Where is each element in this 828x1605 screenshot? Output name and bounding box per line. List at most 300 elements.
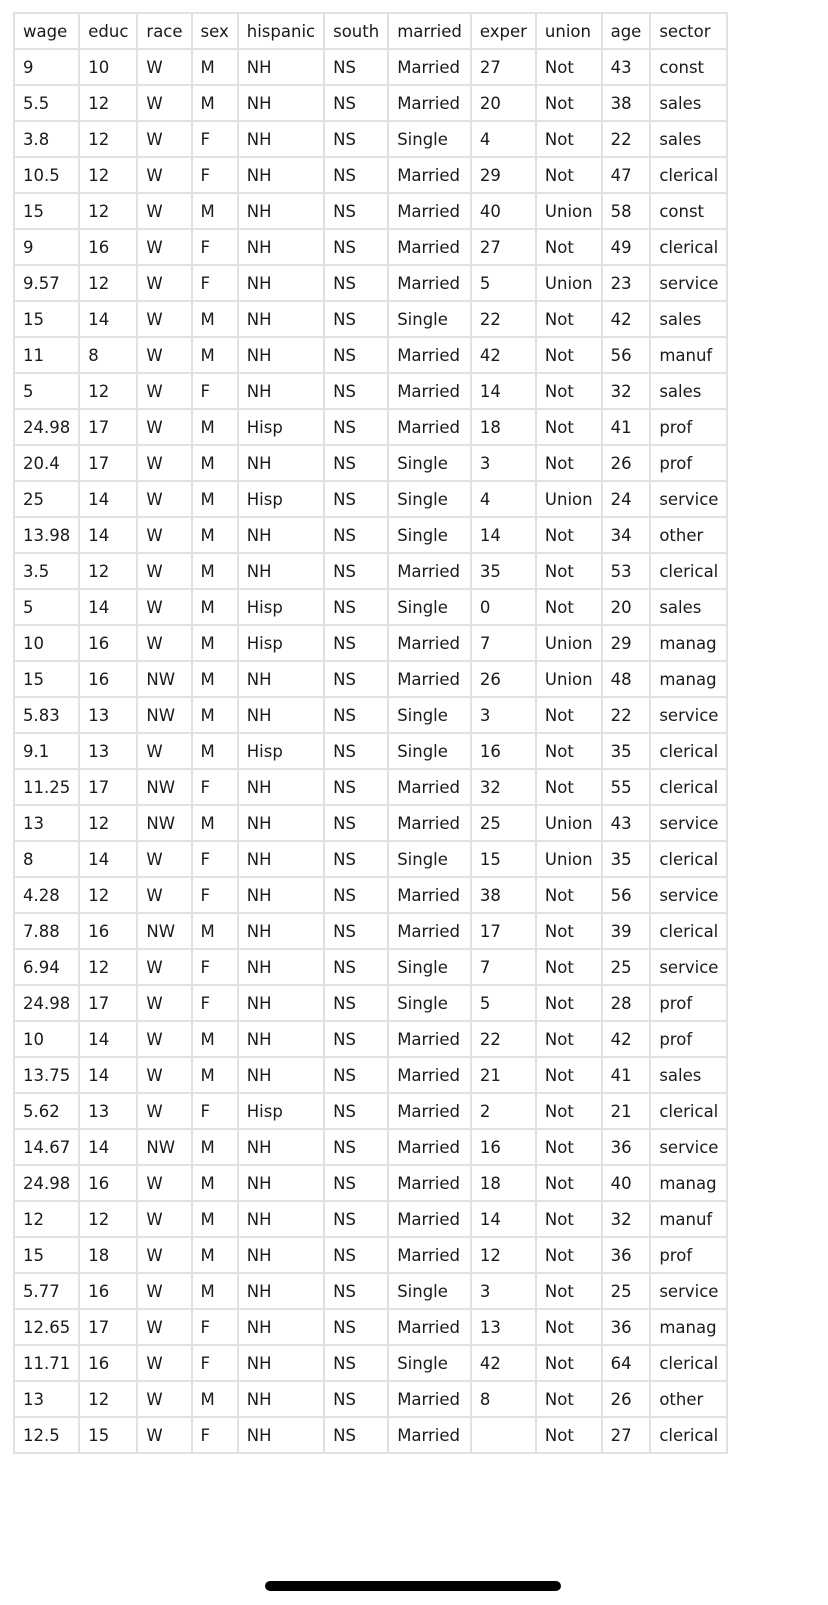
table-row [14, 697, 727, 733]
cell-wage: 13 [14, 805, 79, 841]
table-row [14, 121, 727, 157]
cell-union: Not [536, 373, 602, 409]
cell-age: 56 [602, 877, 651, 913]
cell-educ: 13 [79, 697, 137, 733]
cell-wage: 4.28 [14, 877, 79, 913]
cell-union: Not [536, 1093, 602, 1129]
cell-race: W [137, 121, 191, 157]
cell-sex: M [192, 1057, 238, 1093]
cell-exper: 18 [471, 1165, 536, 1201]
cell-sector: sales [650, 85, 727, 121]
cell-wage: 5.62 [14, 1093, 79, 1129]
cell-educ: 13 [79, 1093, 137, 1129]
cell-sex: F [192, 121, 238, 157]
column-header-age: age [602, 13, 651, 49]
cell-sector: clerical [650, 229, 727, 265]
cell-sex: M [192, 337, 238, 373]
cell-race: W [137, 1417, 191, 1453]
cell-wage: 10 [14, 625, 79, 661]
cell-sex: M [192, 301, 238, 337]
cell-sex: M [192, 625, 238, 661]
cell-hispanic: NH [238, 85, 324, 121]
table-row [14, 1201, 727, 1237]
cell-age: 47 [602, 157, 651, 193]
cell-married: Married [388, 229, 471, 265]
cell-union: Not [536, 1201, 602, 1237]
cell-wage: 5.77 [14, 1273, 79, 1309]
column-header-married: married [388, 13, 471, 49]
cell-sex: M [192, 697, 238, 733]
cell-union: Not [536, 733, 602, 769]
cell-married: Married [388, 1417, 471, 1453]
cell-hispanic: NH [238, 949, 324, 985]
data-table-container[interactable] [13, 12, 728, 1454]
cell-age: 55 [602, 769, 651, 805]
cell-exper: 8 [471, 1381, 536, 1417]
cell-wage: 10 [14, 1021, 79, 1057]
home-indicator[interactable] [265, 1581, 561, 1591]
cell-married: Single [388, 121, 471, 157]
cell-south: NS [324, 913, 388, 949]
cell-married: Married [388, 373, 471, 409]
cell-sector: service [650, 1129, 727, 1165]
cell-south: NS [324, 1237, 388, 1273]
cell-wage: 9.57 [14, 265, 79, 301]
cell-sex: M [192, 1201, 238, 1237]
cell-race: NW [137, 697, 191, 733]
cell-south: NS [324, 49, 388, 85]
cell-union: Union [536, 193, 602, 229]
cell-married: Single [388, 985, 471, 1021]
cell-exper: 18 [471, 409, 536, 445]
cell-educ: 17 [79, 985, 137, 1021]
cell-educ: 13 [79, 733, 137, 769]
cell-age: 58 [602, 193, 651, 229]
cell-married: Married [388, 805, 471, 841]
table-row [14, 877, 727, 913]
cell-age: 40 [602, 1165, 651, 1201]
cell-union: Not [536, 985, 602, 1021]
cell-married: Married [388, 193, 471, 229]
cell-race: W [137, 733, 191, 769]
cell-wage: 10.5 [14, 157, 79, 193]
cell-exper: 7 [471, 625, 536, 661]
cell-wage: 11.25 [14, 769, 79, 805]
cell-married: Married [388, 625, 471, 661]
cell-race: W [137, 553, 191, 589]
cell-sex: M [192, 193, 238, 229]
cell-race: W [137, 841, 191, 877]
cell-hispanic: NH [238, 157, 324, 193]
table-row [14, 1381, 727, 1417]
column-header-educ: educ [79, 13, 137, 49]
cell-race: W [137, 1273, 191, 1309]
cell-married: Married [388, 1237, 471, 1273]
cell-educ: 15 [79, 1417, 137, 1453]
cell-age: 25 [602, 1273, 651, 1309]
cell-exper: 32 [471, 769, 536, 805]
cell-south: NS [324, 265, 388, 301]
cell-age: 42 [602, 1021, 651, 1057]
cell-sector: prof [650, 985, 727, 1021]
cell-south: NS [324, 1093, 388, 1129]
cell-exper: 25 [471, 805, 536, 841]
cell-educ: 16 [79, 229, 137, 265]
cell-married: Single [388, 733, 471, 769]
cell-age: 35 [602, 733, 651, 769]
cell-hispanic: NH [238, 373, 324, 409]
cell-union: Not [536, 1129, 602, 1165]
cell-hispanic: NH [238, 1165, 324, 1201]
cell-sector: service [650, 1273, 727, 1309]
cell-race: W [137, 1309, 191, 1345]
cell-educ: 17 [79, 1309, 137, 1345]
table-row [14, 49, 727, 85]
cell-educ: 12 [79, 949, 137, 985]
cell-age: 21 [602, 1093, 651, 1129]
cell-wage: 14.67 [14, 1129, 79, 1165]
cell-wage: 20.4 [14, 445, 79, 481]
table-row [14, 481, 727, 517]
table-row [14, 1237, 727, 1273]
cell-married: Single [388, 949, 471, 985]
cell-educ: 12 [79, 1201, 137, 1237]
table-row [14, 661, 727, 697]
cell-exper: 3 [471, 697, 536, 733]
cell-union: Not [536, 949, 602, 985]
cell-south: NS [324, 1129, 388, 1165]
cell-wage: 9.1 [14, 733, 79, 769]
cell-race: W [137, 589, 191, 625]
cell-race: W [137, 409, 191, 445]
table-row [14, 445, 727, 481]
cell-hispanic: Hisp [238, 733, 324, 769]
cell-wage: 15 [14, 301, 79, 337]
cell-exper: 4 [471, 121, 536, 157]
table-row [14, 1093, 727, 1129]
cell-wage: 5.83 [14, 697, 79, 733]
cell-hispanic: NH [238, 985, 324, 1021]
cell-wage: 11 [14, 337, 79, 373]
cell-union: Not [536, 1309, 602, 1345]
cell-sector: clerical [650, 1417, 727, 1453]
cell-south: NS [324, 1381, 388, 1417]
cell-sector: manag [650, 625, 727, 661]
cell-age: 28 [602, 985, 651, 1021]
cell-age: 64 [602, 1345, 651, 1381]
cell-educ: 12 [79, 553, 137, 589]
cell-union: Not [536, 85, 602, 121]
cell-sex: M [192, 733, 238, 769]
cell-age: 32 [602, 373, 651, 409]
cell-exper: 3 [471, 445, 536, 481]
cell-educ: 12 [79, 373, 137, 409]
cell-sector: prof [650, 409, 727, 445]
cell-age: 27 [602, 1417, 651, 1453]
cell-union: Not [536, 1381, 602, 1417]
table-row [14, 1165, 727, 1201]
cell-wage: 24.98 [14, 985, 79, 1021]
cell-educ: 12 [79, 157, 137, 193]
cell-educ: 16 [79, 1345, 137, 1381]
table-row [14, 625, 727, 661]
cell-exper: 0 [471, 589, 536, 625]
cell-sector: manuf [650, 1201, 727, 1237]
cell-educ: 16 [79, 625, 137, 661]
table-row [14, 913, 727, 949]
cell-union: Not [536, 877, 602, 913]
cell-race: NW [137, 769, 191, 805]
column-header-race: race [137, 13, 191, 49]
cell-hispanic: NH [238, 697, 324, 733]
cell-south: NS [324, 697, 388, 733]
cell-sector: manag [650, 1165, 727, 1201]
cell-educ: 8 [79, 337, 137, 373]
cell-south: NS [324, 1273, 388, 1309]
cell-age: 26 [602, 445, 651, 481]
cell-sex: F [192, 949, 238, 985]
cell-south: NS [324, 625, 388, 661]
cell-exper: 16 [471, 1129, 536, 1165]
cell-union: Not [536, 301, 602, 337]
cell-union: Not [536, 589, 602, 625]
cell-sector: service [650, 697, 727, 733]
cell-hispanic: NH [238, 913, 324, 949]
cell-wage: 7.88 [14, 913, 79, 949]
cell-hispanic: Hisp [238, 481, 324, 517]
table-row [14, 841, 727, 877]
cell-sector: clerical [650, 769, 727, 805]
cell-exper: 14 [471, 1201, 536, 1237]
cell-hispanic: NH [238, 229, 324, 265]
cell-union: Not [536, 1237, 602, 1273]
cell-wage: 25 [14, 481, 79, 517]
cell-sector: const [650, 193, 727, 229]
table-row [14, 589, 727, 625]
table-body [14, 49, 727, 1453]
cell-union: Not [536, 337, 602, 373]
cell-sex: F [192, 157, 238, 193]
cell-wage: 15 [14, 193, 79, 229]
cell-exper: 2 [471, 1093, 536, 1129]
cell-south: NS [324, 1309, 388, 1345]
cell-sector: prof [650, 445, 727, 481]
cell-educ: 14 [79, 1057, 137, 1093]
cell-sex: M [192, 661, 238, 697]
cell-age: 20 [602, 589, 651, 625]
cell-sex: M [192, 553, 238, 589]
cell-south: NS [324, 1165, 388, 1201]
cell-educ: 12 [79, 265, 137, 301]
cell-age: 56 [602, 337, 651, 373]
cell-hispanic: NH [238, 121, 324, 157]
cell-hispanic: Hisp [238, 625, 324, 661]
cell-race: W [137, 1381, 191, 1417]
cell-race: W [137, 1057, 191, 1093]
cell-age: 32 [602, 1201, 651, 1237]
cell-hispanic: NH [238, 877, 324, 913]
cell-educ: 18 [79, 1237, 137, 1273]
cell-hispanic: NH [238, 841, 324, 877]
data-table [13, 12, 728, 1454]
cell-hispanic: Hisp [238, 589, 324, 625]
cell-educ: 14 [79, 1129, 137, 1165]
cell-hispanic: NH [238, 805, 324, 841]
cell-age: 41 [602, 1057, 651, 1093]
cell-sector: const [650, 49, 727, 85]
cell-married: Single [388, 589, 471, 625]
cell-wage: 3.5 [14, 553, 79, 589]
cell-married: Married [388, 1021, 471, 1057]
table-row [14, 1273, 727, 1309]
cell-sex: F [192, 1093, 238, 1129]
cell-married: Married [388, 85, 471, 121]
cell-sex: F [192, 1417, 238, 1453]
cell-race: W [137, 481, 191, 517]
cell-south: NS [324, 517, 388, 553]
cell-hispanic: NH [238, 1381, 324, 1417]
cell-exper: 16 [471, 733, 536, 769]
cell-race: NW [137, 805, 191, 841]
cell-sex: M [192, 481, 238, 517]
column-header-hispanic: hispanic [238, 13, 324, 49]
cell-educ: 17 [79, 769, 137, 805]
cell-married: Married [388, 409, 471, 445]
cell-race: W [137, 985, 191, 1021]
table-row [14, 373, 727, 409]
cell-sector: manag [650, 1309, 727, 1345]
table-row [14, 301, 727, 337]
cell-hispanic: NH [238, 445, 324, 481]
cell-educ: 17 [79, 409, 137, 445]
cell-married: Married [388, 661, 471, 697]
cell-union: Union [536, 661, 602, 697]
cell-hispanic: NH [238, 1273, 324, 1309]
cell-south: NS [324, 373, 388, 409]
cell-wage: 13.75 [14, 1057, 79, 1093]
cell-union: Not [536, 445, 602, 481]
cell-south: NS [324, 1201, 388, 1237]
cell-sex: F [192, 769, 238, 805]
cell-married: Married [388, 157, 471, 193]
cell-race: W [137, 193, 191, 229]
cell-age: 23 [602, 265, 651, 301]
cell-educ: 14 [79, 301, 137, 337]
table-row [14, 1021, 727, 1057]
cell-educ: 16 [79, 661, 137, 697]
cell-educ: 14 [79, 589, 137, 625]
cell-educ: 16 [79, 913, 137, 949]
cell-south: NS [324, 229, 388, 265]
cell-race: W [137, 85, 191, 121]
table-row [14, 193, 727, 229]
cell-age: 41 [602, 409, 651, 445]
cell-wage: 5 [14, 589, 79, 625]
cell-exper: 13 [471, 1309, 536, 1345]
cell-wage: 6.94 [14, 949, 79, 985]
table-row [14, 1057, 727, 1093]
cell-educ: 17 [79, 445, 137, 481]
cell-hispanic: NH [238, 1201, 324, 1237]
cell-south: NS [324, 193, 388, 229]
cell-union: Union [536, 805, 602, 841]
cell-race: W [137, 877, 191, 913]
cell-exper [471, 1417, 536, 1453]
cell-race: W [137, 1021, 191, 1057]
cell-south: NS [324, 877, 388, 913]
cell-sector: clerical [650, 913, 727, 949]
table-row [14, 733, 727, 769]
cell-south: NS [324, 481, 388, 517]
cell-union: Union [536, 481, 602, 517]
cell-married: Single [388, 445, 471, 481]
cell-hispanic: NH [238, 769, 324, 805]
cell-sex: M [192, 445, 238, 481]
cell-hispanic: NH [238, 265, 324, 301]
table-row [14, 985, 727, 1021]
cell-age: 36 [602, 1237, 651, 1273]
cell-hispanic: NH [238, 1417, 324, 1453]
cell-sex: M [192, 85, 238, 121]
cell-south: NS [324, 157, 388, 193]
cell-educ: 14 [79, 517, 137, 553]
cell-union: Not [536, 517, 602, 553]
cell-sex: M [192, 1165, 238, 1201]
cell-wage: 9 [14, 229, 79, 265]
cell-south: NS [324, 805, 388, 841]
cell-sector: service [650, 481, 727, 517]
cell-wage: 3.8 [14, 121, 79, 157]
cell-race: W [137, 445, 191, 481]
cell-south: NS [324, 661, 388, 697]
cell-married: Single [388, 481, 471, 517]
cell-married: Single [388, 301, 471, 337]
cell-race: NW [137, 913, 191, 949]
cell-race: W [137, 373, 191, 409]
cell-sector: service [650, 877, 727, 913]
column-header-wage: wage [14, 13, 79, 49]
cell-wage: 9 [14, 49, 79, 85]
cell-union: Not [536, 1417, 602, 1453]
cell-sector: clerical [650, 157, 727, 193]
cell-union: Union [536, 841, 602, 877]
cell-union: Not [536, 913, 602, 949]
table-row [14, 85, 727, 121]
cell-wage: 8 [14, 841, 79, 877]
table-row [14, 409, 727, 445]
column-header-sector: sector [650, 13, 727, 49]
cell-age: 43 [602, 805, 651, 841]
cell-hispanic: NH [238, 1237, 324, 1273]
cell-south: NS [324, 589, 388, 625]
cell-hispanic: NH [238, 1309, 324, 1345]
cell-educ: 12 [79, 1381, 137, 1417]
column-header-sex: sex [192, 13, 238, 49]
cell-exper: 15 [471, 841, 536, 877]
cell-sector: sales [650, 301, 727, 337]
cell-south: NS [324, 1417, 388, 1453]
cell-exper: 14 [471, 373, 536, 409]
cell-sector: service [650, 265, 727, 301]
cell-age: 38 [602, 85, 651, 121]
cell-exper: 4 [471, 481, 536, 517]
table-row [14, 517, 727, 553]
cell-married: Married [388, 337, 471, 373]
cell-sex: M [192, 1381, 238, 1417]
cell-sector: sales [650, 1057, 727, 1093]
cell-hispanic: NH [238, 517, 324, 553]
cell-educ: 12 [79, 193, 137, 229]
